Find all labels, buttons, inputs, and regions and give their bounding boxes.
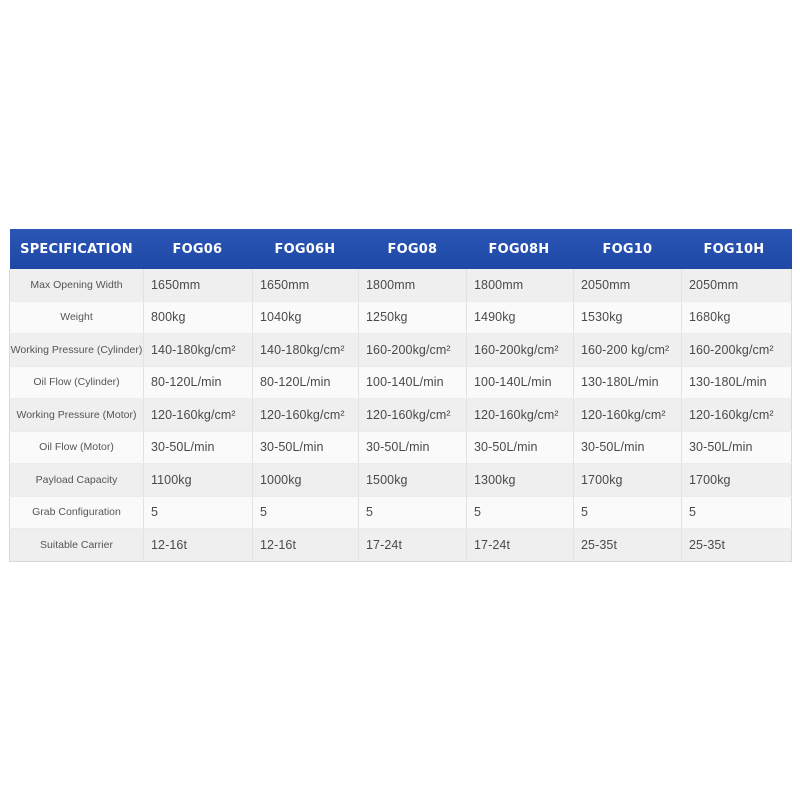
table-cell: 1500kg — [359, 464, 467, 497]
table-cell: 5 — [359, 496, 467, 529]
table-cell: 30-50L/min — [682, 431, 792, 464]
row-label: Oil Flow (Cylinder) — [10, 366, 144, 399]
table-cell: 1490kg — [467, 301, 574, 334]
table-cell: 100-140L/min — [467, 366, 574, 399]
header-model-fog08h: FOG08H — [467, 229, 574, 269]
table-cell: 12-16t — [253, 529, 359, 562]
table-cell: 130-180L/min — [574, 366, 682, 399]
table-cell: 30-50L/min — [467, 431, 574, 464]
row-label: Oil Flow (Motor) — [10, 431, 144, 464]
table-cell: 120-160kg/cm² — [253, 399, 359, 432]
table-row — [10, 496, 792, 529]
table-cell: 130-180L/min — [682, 366, 792, 399]
header-model-fog08: FOG08 — [359, 229, 467, 269]
table-cell: 1800mm — [359, 269, 467, 301]
table-row — [10, 464, 792, 497]
table-cell: 30-50L/min — [359, 431, 467, 464]
table-cell: 1300kg — [467, 464, 574, 497]
table-cell: 5 — [253, 496, 359, 529]
table-cell: 140-180kg/cm² — [253, 334, 359, 367]
row-label: Weight — [10, 301, 144, 334]
table-cell: 100-140L/min — [359, 366, 467, 399]
row-label: Grab Configuration — [10, 496, 144, 529]
table-cell: 80-120L/min — [253, 366, 359, 399]
table-cell: 1800mm — [467, 269, 574, 301]
table-cell: 160-200kg/cm² — [682, 334, 792, 367]
row-label: Working Pressure (Cylinder) — [10, 334, 144, 367]
table-cell: 120-160kg/cm² — [144, 399, 253, 432]
table-cell: 2050mm — [574, 269, 682, 301]
table-cell: 5 — [144, 496, 253, 529]
row-label: Suitable Carrier — [10, 529, 144, 562]
table-cell: 1040kg — [253, 301, 359, 334]
table-cell: 5 — [682, 496, 792, 529]
specification-table — [9, 229, 792, 562]
table-cell: 140-180kg/cm² — [144, 334, 253, 367]
table-cell: 30-50L/min — [574, 431, 682, 464]
table-row — [10, 529, 792, 562]
header-model-fog10: FOG10 — [574, 229, 682, 269]
table-cell: 160-200 kg/cm² — [574, 334, 682, 367]
row-label: Payload Capacity — [10, 464, 144, 497]
table-cell: 120-160kg/cm² — [574, 399, 682, 432]
table-row — [10, 399, 792, 432]
table-row — [10, 366, 792, 399]
table-cell: 1250kg — [359, 301, 467, 334]
table-cell: 120-160kg/cm² — [467, 399, 574, 432]
table-cell: 17-24t — [467, 529, 574, 562]
header-specification: SPECIFICATION — [10, 229, 144, 269]
table-cell: 5 — [467, 496, 574, 529]
table-cell: 12-16t — [144, 529, 253, 562]
table-cell: 1100kg — [144, 464, 253, 497]
header-model-fog06: FOG06 — [144, 229, 253, 269]
table-row — [10, 431, 792, 464]
table-cell: 30-50L/min — [144, 431, 253, 464]
table-cell: 25-35t — [682, 529, 792, 562]
table-cell: 30-50L/min — [253, 431, 359, 464]
table-cell: 17-24t — [359, 529, 467, 562]
table-cell: 160-200kg/cm² — [359, 334, 467, 367]
table-cell: 80-120L/min — [144, 366, 253, 399]
table-cell: 1700kg — [574, 464, 682, 497]
table-cell: 120-160kg/cm² — [359, 399, 467, 432]
table-row — [10, 334, 792, 367]
table-cell: 25-35t — [574, 529, 682, 562]
table-cell: 120-160kg/cm² — [682, 399, 792, 432]
table-cell: 2050mm — [682, 269, 792, 301]
table-cell: 1650mm — [144, 269, 253, 301]
table-cell: 5 — [574, 496, 682, 529]
table-cell: 160-200kg/cm² — [467, 334, 574, 367]
table-cell: 1700kg — [682, 464, 792, 497]
table-header-row — [10, 229, 792, 269]
header-model-fog06h: FOG06H — [253, 229, 359, 269]
table-row — [10, 269, 792, 301]
table-cell: 1000kg — [253, 464, 359, 497]
table-cell: 1650mm — [253, 269, 359, 301]
row-label: Max Opening Width — [10, 269, 144, 301]
table-cell: 1680kg — [682, 301, 792, 334]
table-row — [10, 301, 792, 334]
header-model-fog10h: FOG10H — [682, 229, 792, 269]
table-cell: 1530kg — [574, 301, 682, 334]
row-label: Working Pressure (Motor) — [10, 399, 144, 432]
table-cell: 800kg — [144, 301, 253, 334]
